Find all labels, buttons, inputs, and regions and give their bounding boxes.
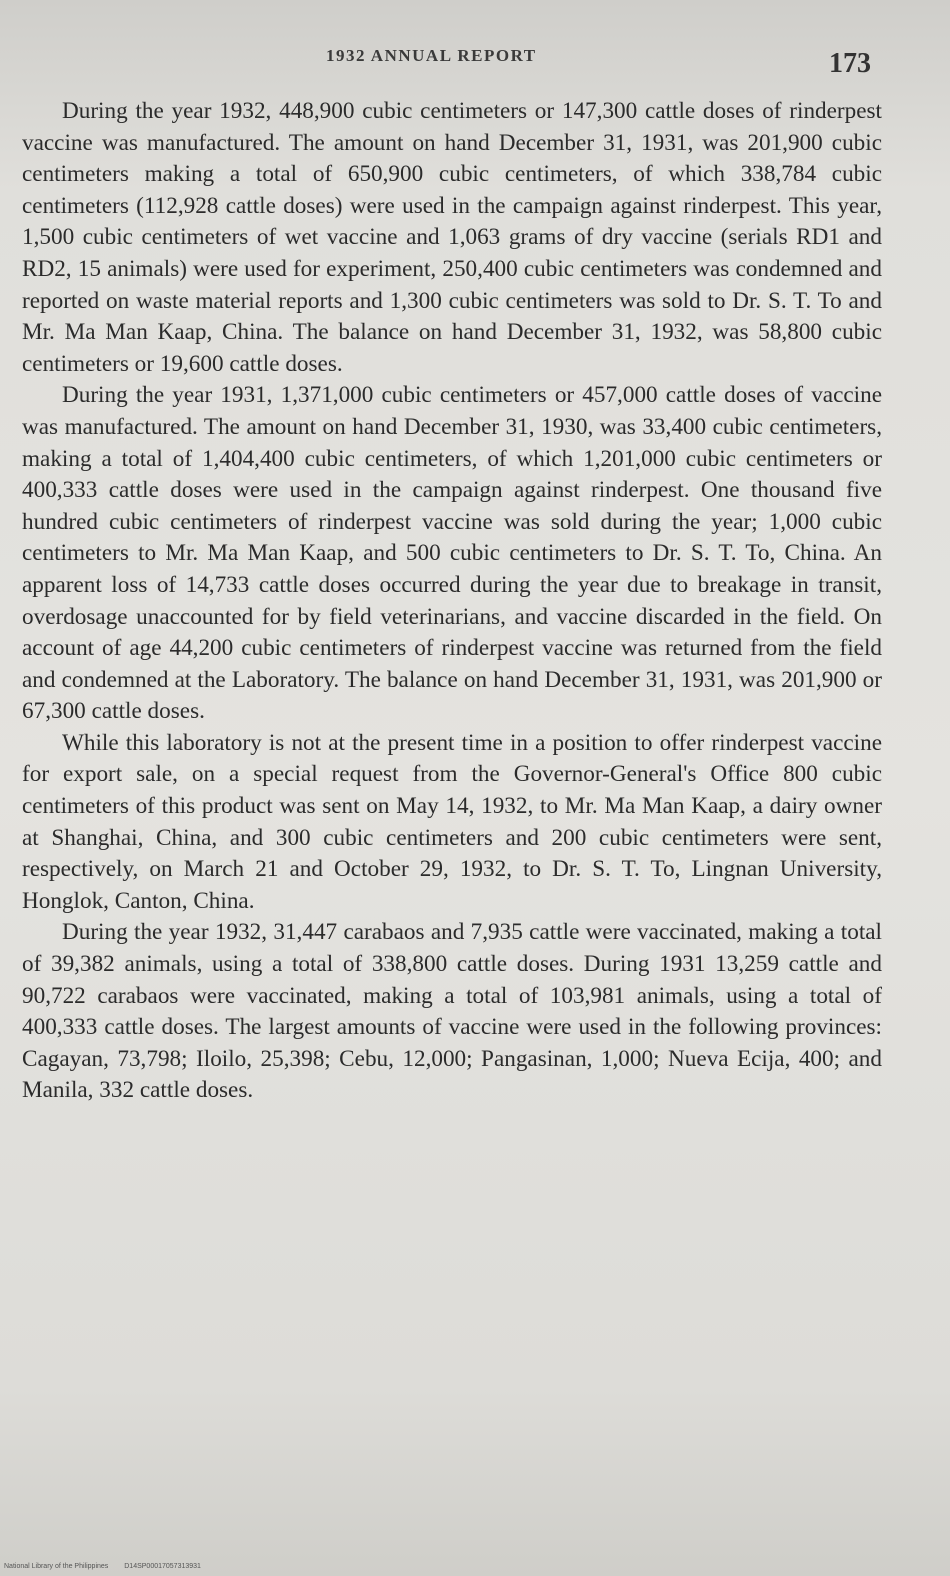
paragraph-vaccinations: During the year 1932, 31,447 carabaos and 7,935 cattle were vaccinated, making a total of 39,382 animals, using a total of 338,800 cattle doses. During 1931 13,259 cattle and 90,722 carabaos were vaccinated, making a total of 103,981 animals, using a total of 400,333 cattle doses. The largest amounts of vaccine were used in the following provinces: Cagayan, 73,798; Iloilo, 25,398; Cebu, 12,000; Pangasinan, 1,000; Nueva Ecija, 400; and Manila, 332 cattle doses. bbox=[22, 919, 882, 1104]
paragraph-export-requests: While this laboratory is not at the present time in a position to offer rinderpest vaccine for export sale, on a special request from the Governor-General's Office 800 cubic centimeters of this product was sent on May 14, 1932, to Mr. Ma Man Kaap, a dairy owner at Shanghai, China, and 300 cubic centimeters and 200 cubic centimeters were sent, respectively, on March 21 and October 29, 1932, to Dr. S. T. To, Lingnan University, Honglok, Canton, China. bbox=[22, 729, 882, 914]
scan-footer bbox=[4, 1563, 215, 1570]
page-number: 173 bbox=[829, 48, 871, 79]
body-text bbox=[22, 96, 882, 1107]
library-credit: National Library of the Philippines bbox=[4, 1563, 109, 1570]
paragraph-vaccine-1931: During the year 1931, 1,371,000 cubic centimeters or 457,000 cattle doses of vaccine was manufactured. The amount on hand December 31, 1930, was 33,400 cubic centimeters, making a total of 1,404,400 cubic centimeters, of which 1,201,000 cubic centimeters or 400,333 cattle doses were used in the campaign against rinderpest. One thousand five hundred cubic centimeters of rinderpest vaccine was sold during the year; 1,000 cubic centimeters to Mr. Ma Man Kaap, and 500 cubic centimeters to Dr. S. T. To, China. An apparent loss of 14,733 cattle doses occurred during the year due to breakage in transit, overdosage unaccounted for by field veterinarians, and vaccine discarded in the field. On account of age 44,200 cubic centimeters of rinderpest vaccine was returned from the field and condemned at the Laboratory. The balance on hand December 31, 1931, was 201,900 or 67,300 cattle doses. bbox=[22, 382, 882, 725]
paragraph-vaccine-1932: During the year 1932, 448,900 cubic centimeters or 147,300 cattle doses of rinderpest vaccine was manufactured. The amount on hand December 31, 1931, was 201,900 cubic centimeters making a total of 650,900 cubic centimeters, of which 338,784 cubic centimeters (112,928 cattle doses) were used in the campaign against rinderpest. This year, 1,500 cubic centimeters of wet vaccine and 1,063 grams of dry vaccine (serials RD1 and RD2, 15 animals) were used for experiment, 250,400 cubic centimeters was condemned and reported on waste material reports and 1,300 cubic centimeters was sold to Dr. S. T. To and Mr. Ma Man Kaap, China. The balance on hand December 31, 1932, was 58,800 cubic centimeters or 19,600 cattle doses. bbox=[22, 98, 882, 377]
scan-identifier: D14SP00017057313931 bbox=[124, 1563, 201, 1570]
page-header bbox=[0, 44, 950, 84]
running-title: 1932 ANNUAL REPORT bbox=[326, 46, 537, 65]
